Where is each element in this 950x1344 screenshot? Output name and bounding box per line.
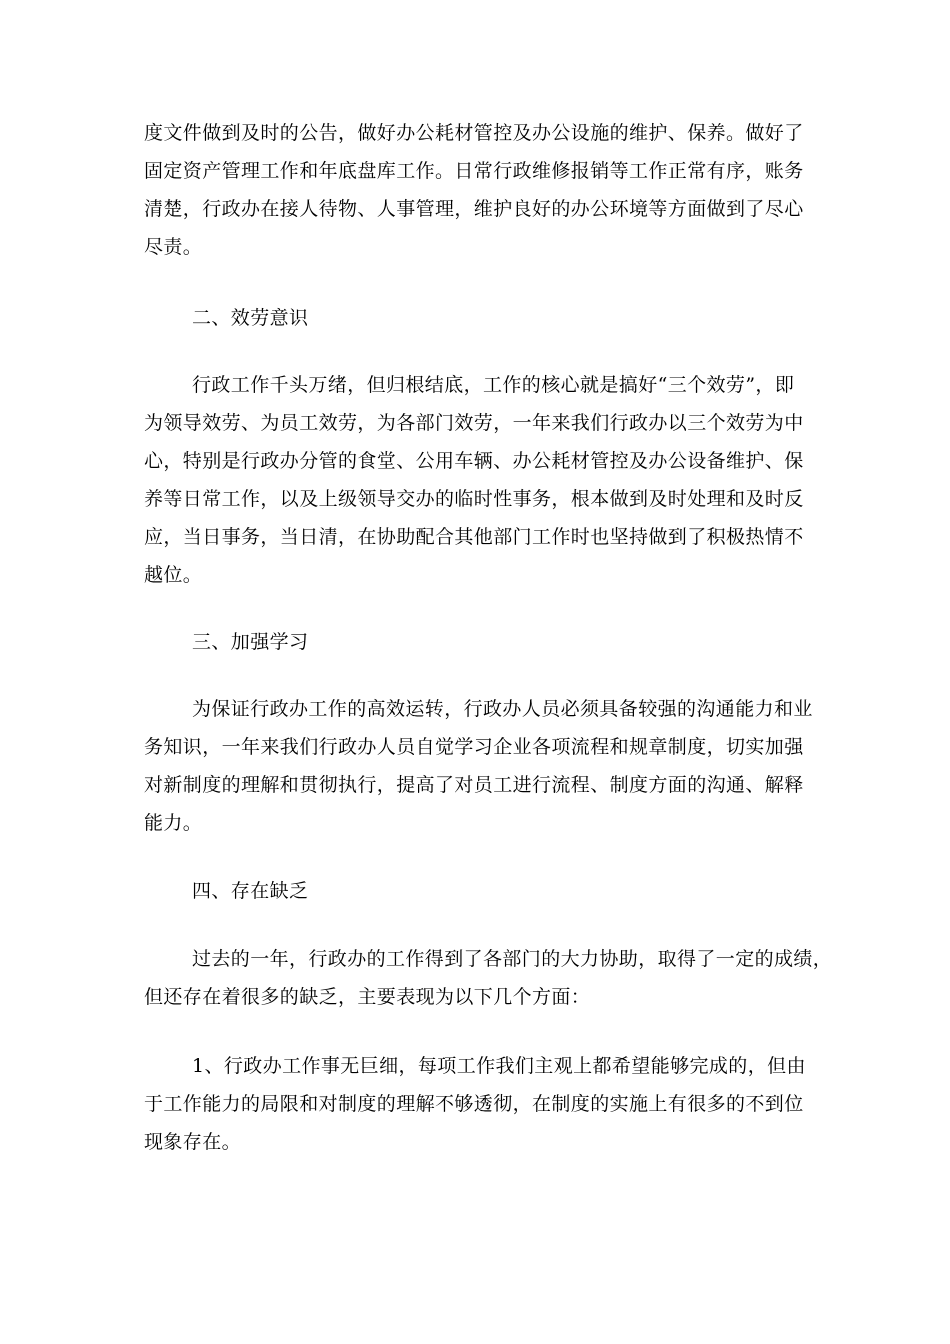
- text-line: 于工作能力的局限和对制度的理解不够透彻，在制度的实施上有很多的不到位: [144, 1093, 804, 1115]
- text-line: 1、行政办工作事无巨细，每项工作我们主观上都希望能够完成的，但由: [192, 1055, 806, 1077]
- text-line: 越位。: [144, 564, 203, 586]
- paragraph-service: [144, 366, 824, 594]
- text-line: 为领导效劳、为员工效劳，为各部门效劳，一年来我们行政办以三个效劳为中: [144, 412, 804, 434]
- text-line: 能力。: [144, 812, 203, 834]
- heading-text: 二、效劳意识: [192, 307, 309, 329]
- heading-text: 四、存在缺乏: [192, 880, 309, 902]
- paragraph-learning: [144, 690, 824, 842]
- text-line: 务知识，一年来我们行政办人员自觉学习企业各项流程和规章制度，切实加强: [144, 736, 804, 758]
- paragraph-shortcoming-item-1: [144, 1047, 824, 1161]
- text-line: 固定资产管理工作和年底盘库工作。日常行政维修报销等工作正常有序，账务: [144, 160, 804, 182]
- text-line: 尽责。: [144, 236, 203, 258]
- text-line: 应，当日事务，当日清，在协助配合其他部门工作时也坚持做到了积极热情不: [144, 526, 804, 548]
- section-heading-shortcomings: [144, 872, 824, 910]
- text-line: 为保证行政办工作的高效运转，行政办人员必须具备较强的沟通能力和业: [192, 698, 813, 720]
- text-line: 清楚，行政办在接人待物、人事管理，维护良好的办公环境等方面做到了尽心: [144, 198, 804, 220]
- paragraph-intro-continuation: [144, 114, 824, 266]
- section-heading-service: [144, 299, 824, 337]
- text-line: 过去的一年，行政办的工作得到了各部门的大力协助，取得了一定的成绩，: [192, 948, 833, 970]
- paragraph-shortcomings-intro: [144, 940, 833, 1016]
- text-line: 但还存在着很多的缺乏，主要表现为以下几个方面：: [144, 986, 591, 1008]
- text-line: 现象存在。: [144, 1131, 242, 1153]
- text-line: 对新制度的理解和贯彻执行，提高了对员工进行流程、制度方面的沟通、解释: [144, 774, 804, 796]
- text-line: 度文件做到及时的公告，做好办公耗材管控及办公设施的维护、保养。做好了: [144, 122, 804, 144]
- heading-text: 三、加强学习: [192, 631, 309, 653]
- section-heading-learning: [144, 623, 824, 661]
- text-line: 心，特别是行政办分管的食堂、公用车辆、办公耗材管控及办公设备维护、保: [144, 450, 804, 472]
- text-line: 养等日常工作，以及上级领导交办的临时性事务，根本做到及时处理和及时反: [144, 488, 804, 510]
- text-line: 行政工作千头万绪，但归根结底，工作的核心就是搞好“三个效劳”，即: [192, 374, 795, 396]
